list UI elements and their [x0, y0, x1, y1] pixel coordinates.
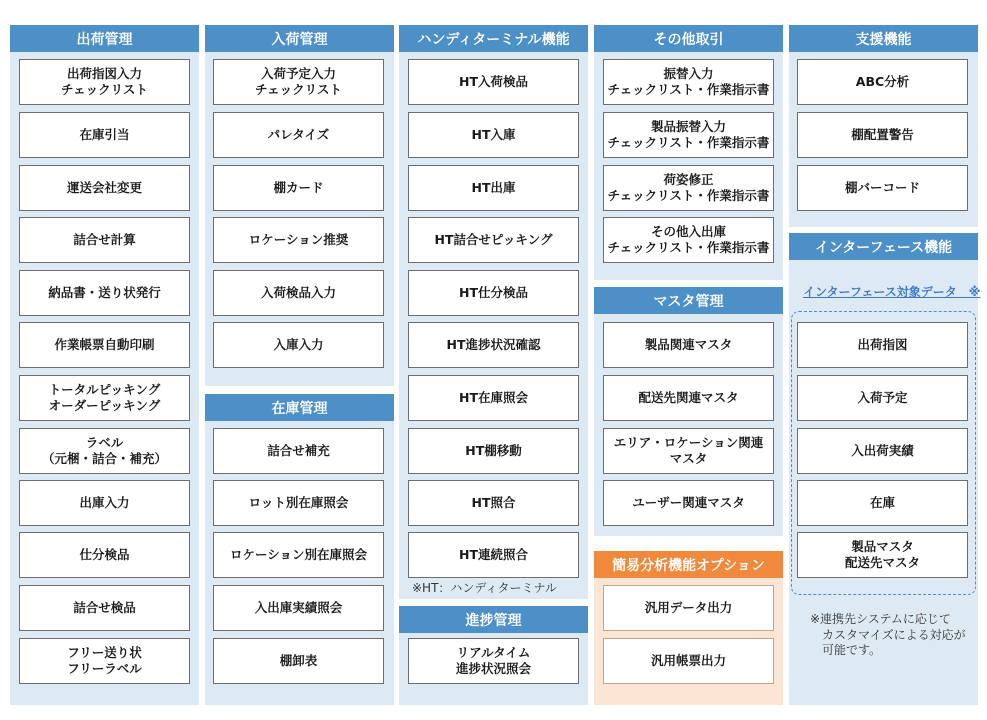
handy-item: HT詰合せピッキング — [408, 217, 579, 263]
master-header: マスタ管理 — [594, 287, 783, 314]
receiving-header: 入荷管理 — [205, 25, 394, 52]
shipping-item: 在庫引当 — [19, 112, 190, 158]
other-item: 振替入力 チェックリスト・作業指示書 — [603, 59, 774, 105]
receiving-item: 入荷予定入力 チェックリスト — [213, 59, 384, 105]
inventory-item: 入出庫実績照会 — [213, 585, 384, 631]
interface-item: 入出荷実績 — [797, 428, 968, 474]
shipping-item: フリー送り状 フリーラベル — [19, 638, 190, 684]
handy-item: HT照合 — [408, 480, 579, 526]
inventory-item: ロット別在庫照会 — [213, 480, 384, 526]
inventory-header: 在庫管理 — [205, 394, 394, 421]
shipping-item: トータルピッキング オーダーピッキング — [19, 375, 190, 421]
handy-item: HT棚移動 — [408, 428, 579, 474]
interface-target-data-link[interactable]: インターフェース対象データ ※ — [803, 285, 981, 299]
handy-header: ハンディターミナル機能 — [399, 25, 588, 52]
receiving-item: 入庫入力 — [213, 322, 384, 368]
shipping-item: 出荷指図入力 チェックリスト — [19, 59, 190, 105]
receiving-item: 入荷検品入力 — [213, 270, 384, 316]
receiving-item: ロケーション推奨 — [213, 217, 384, 263]
interface-item: 製品マスタ 配送先マスタ — [797, 532, 968, 578]
support-item: 棚配置警告 — [797, 112, 968, 158]
inventory-item: ロケーション別在庫照会 — [213, 532, 384, 578]
master-item: 配送先関連マスタ — [603, 375, 774, 421]
receiving-item: 棚カード — [213, 165, 384, 211]
shipping-item: 運送会社変更 — [19, 165, 190, 211]
interface-header: インターフェース機能 — [789, 233, 978, 260]
shipping-header: 出荷管理 — [10, 25, 199, 52]
handy-item: HT進捗状況確認 — [408, 322, 579, 368]
shipping-item: 詰合せ計算 — [19, 217, 190, 263]
progress-item: リアルタイム 進捗状況照会 — [408, 638, 579, 684]
other-header: その他取引 — [594, 25, 783, 52]
interface-item: 出荷指図 — [797, 322, 968, 368]
analysis-item: 汎用データ出力 — [603, 585, 774, 631]
interface-item: 在庫 — [797, 480, 968, 526]
shipping-item: 納品書・送り状発行 — [19, 270, 190, 316]
handy-item: HT在庫照会 — [408, 375, 579, 421]
support-item: ABC分析 — [797, 59, 968, 105]
interface-note: ※連携先システムに応じて カスタマイズによる対応が 可能です。 — [810, 612, 966, 658]
handy-item: HT出庫 — [408, 165, 579, 211]
progress-header: 進捗管理 — [399, 606, 588, 633]
shipping-item: ラベル （元梱・詰合・補充） — [19, 428, 190, 474]
shipping-item: 作業帳票自動印刷 — [19, 322, 190, 368]
handy-item: HT仕分検品 — [408, 270, 579, 316]
receiving-item: パレタイズ — [213, 112, 384, 158]
support-item: 棚バーコード — [797, 165, 968, 211]
inventory-item: 詰合せ補充 — [213, 428, 384, 474]
interface-item: 入荷予定 — [797, 375, 968, 421]
inventory-item: 棚卸表 — [213, 638, 384, 684]
support-header: 支援機能 — [789, 25, 978, 52]
master-item: エリア・ロケーション関連 マスタ — [603, 428, 774, 474]
handy-item: HT連続照合 — [408, 532, 579, 578]
analysis-item: 汎用帳票出力 — [603, 638, 774, 684]
other-item: 製品振替入力 チェックリスト・作業指示書 — [603, 112, 774, 158]
shipping-item: 出庫入力 — [19, 480, 190, 526]
handy-item: HT入荷検品 — [408, 59, 579, 105]
master-item: ユーザー関連マスタ — [603, 480, 774, 526]
handy-item: HT入庫 — [408, 112, 579, 158]
shipping-item: 仕分検品 — [19, 532, 190, 578]
analysis-header: 簡易分析機能オプション — [594, 551, 783, 578]
shipping-item: 詰合せ検品 — [19, 585, 190, 631]
master-item: 製品関連マスタ — [603, 322, 774, 368]
other-item: 荷姿修正 チェックリスト・作業指示書 — [603, 165, 774, 211]
other-item: その他入出庫 チェックリスト・作業指示書 — [603, 217, 774, 263]
handy-note: ※HT：ハンディターミナル — [412, 581, 557, 595]
